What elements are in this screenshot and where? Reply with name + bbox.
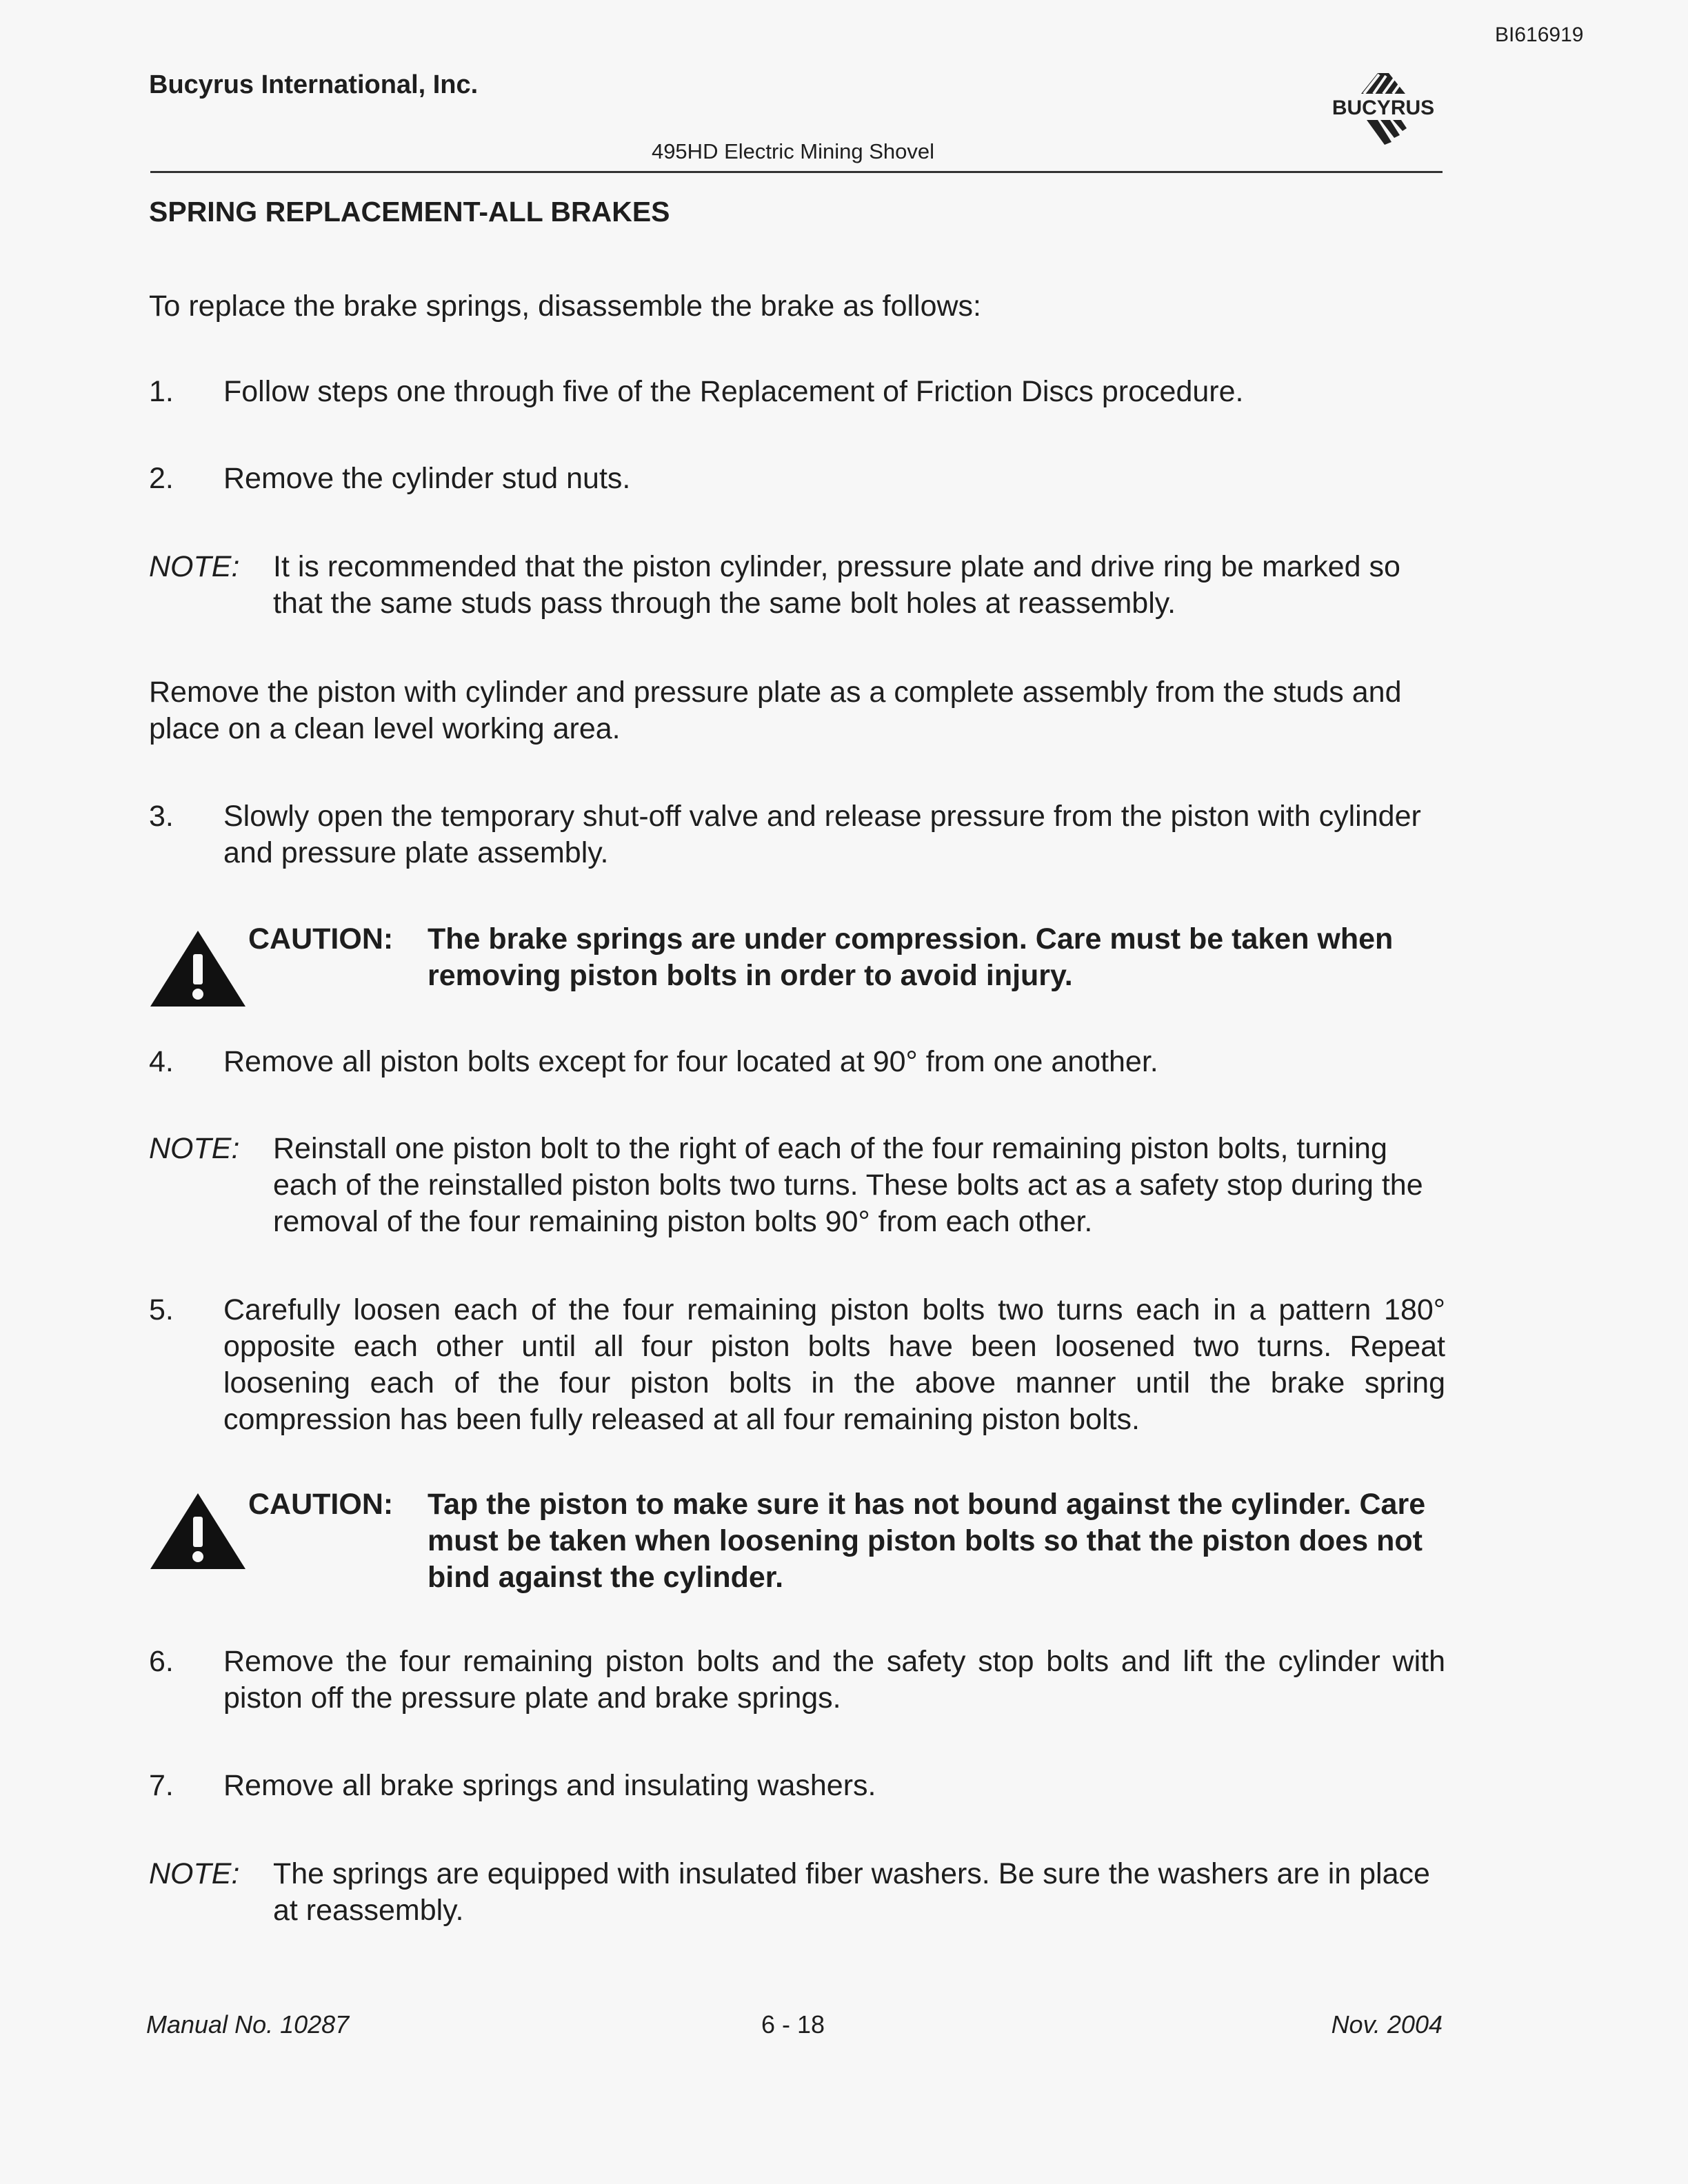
intro-text: To replace the brake springs, disassemble the brake as follows: <box>149 290 982 323</box>
step-text: Remove the four remaining piston bolts and the safety stop bolts and lift the cylinder with piston off the pressure plate and brake springs. <box>223 1645 1445 1715</box>
step-text: Remove all brake springs and insulating washers. <box>223 1769 876 1802</box>
caution-2 <box>149 1486 1445 1597</box>
warning-icon <box>149 1492 247 1570</box>
step-5 <box>149 1292 1445 1438</box>
step-number: 1. <box>149 375 174 408</box>
note-text: The springs are equipped with insulated fiber washers. Be sure the washers are in place at reassembly. <box>273 1857 1430 1927</box>
bucyrus-logo <box>1323 69 1444 149</box>
logo-text: BUCYRUS <box>1332 97 1435 119</box>
caution-text: The brake springs are under compression. Care must be taken when removing piston bolts in order to avoid injury. <box>428 922 1394 992</box>
caution-label: CAUTION: <box>248 1488 394 1521</box>
note-2 <box>149 1131 1445 1240</box>
step-text: Slowly open the temporary shut-off valve and release pressure from the piston with cylinder and pressure plate assembly. <box>223 800 1421 869</box>
step-3 <box>149 798 1445 871</box>
step-1 <box>149 374 1445 410</box>
step-number: 3. <box>149 800 174 833</box>
publication-date: Nov. 2004 <box>1331 2010 1443 2039</box>
note-1 <box>149 549 1445 622</box>
header-rule <box>150 171 1443 173</box>
page-number: 6 - 18 <box>761 2010 825 2039</box>
document-id: BI616919 <box>1495 23 1584 46</box>
step-number: 4. <box>149 1045 174 1078</box>
warning-icon <box>149 929 247 1008</box>
step-text: Carefully loosen each of the four remaining piston bolts two turns each in a pattern 180° opposite each other until all four piston bolts have been loosened two turns. Repeat loosening each of the four piston bolts in the above manner until the brake spring compression has been fully released at all four remaining piston bolts. <box>223 1293 1445 1436</box>
step-2 <box>149 461 1445 497</box>
caution-1 <box>149 921 1445 1011</box>
step-text: Remove the cylinder stud nuts. <box>223 462 631 495</box>
note-text: Reinstall one piston bolt to the right of each of the four remaining piston bolts, turning each of the reinstalled piston bolts two turns. These bolts act as a safety stop during the removal of the four remaining piston bolts 90° from each other. <box>273 1132 1423 1238</box>
note-3 <box>149 1856 1445 1929</box>
step-text: Remove all piston bolts except for four located at 90° from one another. <box>223 1045 1158 1078</box>
step-6 <box>149 1644 1445 1717</box>
step-text: Follow steps one through five of the Replacement of Friction Discs procedure. <box>223 375 1244 408</box>
caution-label: CAUTION: <box>248 922 394 956</box>
step-4 <box>149 1044 1445 1080</box>
manual-number: Manual No. 10287 <box>146 2010 350 2039</box>
assembly-paragraph: Remove the piston with cylinder and pressure plate as a complete assembly from the studs and place on a clean level working area. <box>149 676 1402 745</box>
step-7 <box>149 1768 1445 1804</box>
step-number: 5. <box>149 1293 174 1326</box>
step-number: 2. <box>149 462 174 495</box>
step-number: 7. <box>149 1769 174 1802</box>
note-label: NOTE: <box>149 1132 240 1165</box>
machine-title: 495HD Electric Mining Shovel <box>651 139 935 163</box>
note-label: NOTE: <box>149 550 240 583</box>
company-name: Bucyrus International, Inc. <box>149 70 479 99</box>
caution-text: Tap the piston to make sure it has not bound against the cylinder. Care must be taken when loosening piston bolts so that the piston does not bind against the cylinder. <box>428 1488 1426 1594</box>
step-number: 6. <box>149 1645 174 1678</box>
note-text: It is recommended that the piston cylinder, pressure plate and drive ring be marked so that the same studs pass through the same bolt holes at reassembly. <box>273 550 1400 620</box>
section-title: SPRING REPLACEMENT-ALL BRAKES <box>149 196 670 228</box>
note-label: NOTE: <box>149 1857 240 1890</box>
